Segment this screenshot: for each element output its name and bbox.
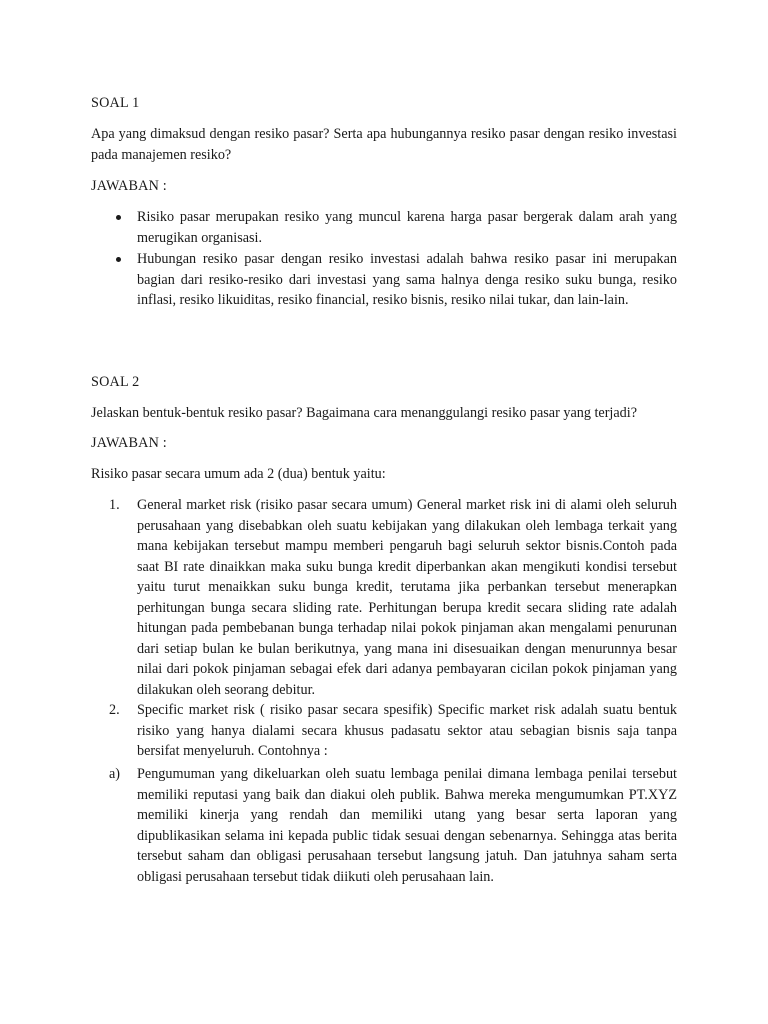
soal-2-numbered-text: Specific market risk ( risiko pasar secara spesifik) Specific market risk adalah suatu bentuk risiko yang hanya dialami secara khusus padasatu sektor atau sebagian bisnis saja tanpa bersifat menyeluruh. Contohnya : xyxy=(137,702,677,759)
soal-2-numbered-text: General market risk (risiko pasar secara umum) General market risk ini di alami oleh seluruh perusahaan yang disebabkan oleh suatu kebijakan yang dilakukan oleh lembaga terkait yang mana kebijakan tersebut mampu memberi pengaruh bagi seluruh sektor bisnis.Contoh pada saat BI rate dinaikkan maka suku bunga kredit diperbankan akan mengikuti kondisi tersebut yaitu turut menaikkan suku bunga kredit, terutama jika perbankan tersebut menerapkan perhitungan bunga secara sliding rate. Perhitungan berupa kredit secara sliding rate adalah hitungan pada pembebanan bunga terhadap nilai pokok pinjaman akan mengalami penurunan dari setiap bulan ke bulan berikutnya, yang mana ini disesuaikan dengan menurunnya besar nilai dari pokok pinjaman sebagai efek dari adanya pembayaran cicilan pokok pinjaman yang dilakukan oleh seorang debitur. xyxy=(137,497,677,698)
list-letter: a) xyxy=(109,766,121,782)
soal-2-lettered-text: Pengumuman yang dikeluarkan oleh suatu lembaga penilai dimana lembaga penilai tersebut memiliki reputasi yang baik dan diakui oleh publik. Bahwa mereka mengumumkan PT.XYZ memiliki kinerja yang rendah dan memiliki utang yang besar serta laporan yang dipublikasikan selama ini kepada public tidak sesuai dengan sebenarnya. Sehingga atas berita tersebut saham dan obligasi perusahaan tersebut langsung jatuh. Dan jatuhnya saham serta obligasi perusahaan tersebut tidak diikuti oleh perusahaan lain. xyxy=(137,766,677,885)
soal-1-answer-label: JAWABAN : xyxy=(91,178,167,194)
bullet-icon xyxy=(116,215,121,220)
soal-2-heading: SOAL 2 xyxy=(91,374,140,390)
soal-1-bullet-item xyxy=(91,207,677,248)
soal-1-bullet-item xyxy=(91,249,677,311)
soal-2-numbered-item xyxy=(91,495,677,700)
list-number: 2. xyxy=(109,702,120,718)
soal-2-numbered-item xyxy=(91,700,677,762)
soal-1-heading: SOAL 1 xyxy=(91,95,140,111)
bullet-icon xyxy=(116,257,121,262)
soal-2-lettered-item xyxy=(91,764,677,887)
list-number: 1. xyxy=(109,497,120,513)
soal-2-question: Jelaskan bentuk-bentuk resiko pasar? Bagaimana cara menanggulangi resiko pasar yang terjadi? xyxy=(91,405,638,421)
soal-2-intro: Risiko pasar secara umum ada 2 (dua) bentuk yaitu: xyxy=(91,466,386,482)
soal-1-question: Apa yang dimaksud dengan resiko pasar? Serta apa hubungannya resiko pasar dengan resiko investasi pada manajemen resiko? xyxy=(91,126,677,163)
soal-1-bullet-text: Hubungan resiko pasar dengan resiko investasi adalah bahwa resiko pasar ini merupakan bagian dari resiko-resiko dari investasi yang sama halnya denga resiko suku bunga, resiko inflasi, resiko likuiditas, resiko financial, resiko bisnis, resiko nilai tukar, dan lain-lain. xyxy=(137,251,677,308)
soal-1-bullet-text: Risiko pasar merupakan resiko yang muncul karena harga pasar bergerak dalam arah yang merugikan organisasi. xyxy=(137,209,677,246)
soal-2-answer-label: JAWABAN : xyxy=(91,435,167,451)
